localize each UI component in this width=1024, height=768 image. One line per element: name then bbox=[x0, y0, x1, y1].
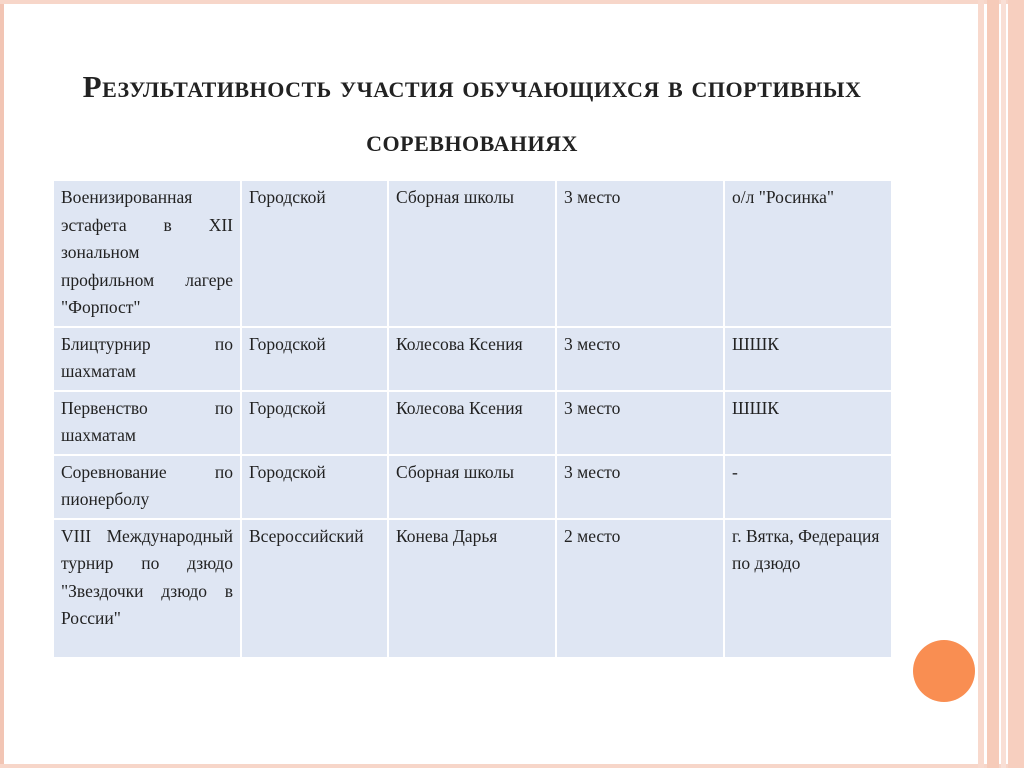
decorative-stripe bbox=[978, 0, 984, 768]
location-cell: - bbox=[725, 456, 891, 518]
place-cell: 3 место bbox=[557, 328, 723, 390]
decorative-circle bbox=[913, 640, 975, 702]
place-cell: 3 место bbox=[557, 456, 723, 518]
decorative-stripe bbox=[987, 0, 999, 768]
participant-cell: Сборная школы bbox=[389, 456, 555, 518]
level-cell: Всероссийский bbox=[242, 520, 387, 657]
location-cell: ШШК bbox=[725, 328, 891, 390]
participant-cell: Сборная школы bbox=[389, 181, 555, 326]
location-cell: ШШК bbox=[725, 392, 891, 454]
bottom-border bbox=[0, 764, 1024, 768]
top-border bbox=[0, 0, 1024, 4]
place-cell: 3 место bbox=[557, 392, 723, 454]
location-cell: о/л "Росинка" bbox=[725, 181, 891, 326]
event-cell: VIII Международный турнир по дзюдо "Звездочки дзюдо в России" bbox=[54, 520, 240, 657]
event-cell: Соревнование по пионерболу bbox=[54, 456, 240, 518]
level-cell: Городской bbox=[242, 328, 387, 390]
event-cell: Первенство по шахматам bbox=[54, 392, 240, 454]
table-row bbox=[54, 392, 891, 454]
place-cell: 3 место bbox=[557, 181, 723, 326]
participant-cell: Колесова Ксения bbox=[389, 392, 555, 454]
results-table bbox=[52, 179, 893, 659]
participant-cell: Конева Дарья bbox=[389, 520, 555, 657]
event-cell: Блицтурнир по шахматам bbox=[54, 328, 240, 390]
location-cell: г. Вятка, Федерация по дзюдо bbox=[725, 520, 891, 657]
table-row bbox=[54, 456, 891, 518]
decorative-stripe bbox=[1008, 0, 1024, 768]
event-cell: Военизированная эстафета в XII зональном профильном лагере "Форпост" bbox=[54, 181, 240, 326]
table-row bbox=[54, 181, 891, 326]
table-row bbox=[54, 328, 891, 390]
level-cell: Городской bbox=[242, 181, 387, 326]
table-row bbox=[54, 520, 891, 657]
place-cell: 2 место bbox=[557, 520, 723, 657]
level-cell: Городской bbox=[242, 392, 387, 454]
participant-cell: Колесова Ксения bbox=[389, 328, 555, 390]
decorative-stripe bbox=[1001, 0, 1006, 768]
level-cell: Городской bbox=[242, 456, 387, 518]
slide-title: Результативность участия обучающихся в спортивных соревнованиях bbox=[82, 69, 862, 158]
left-border bbox=[0, 0, 4, 768]
